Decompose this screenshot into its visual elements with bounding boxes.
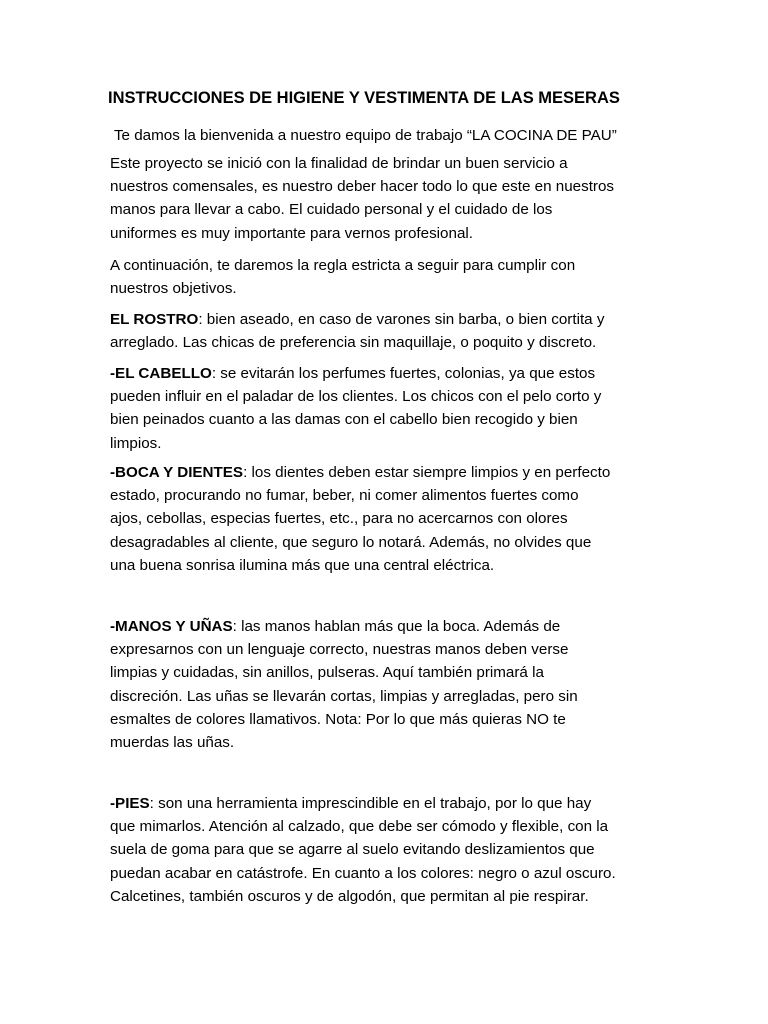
section-line: estado, procurando no fumar, beber, ni comer alimentos fuertes como (110, 487, 579, 505)
section-heading-rostro: EL ROSTRO (110, 311, 199, 328)
section-text: : bien aseado, en caso de varones sin barba, o bien cortita y (198, 311, 605, 328)
section-line: limpios. (110, 434, 162, 452)
section-rostro (110, 308, 604, 354)
document-title: INSTRUCCIONES DE HIGIENE Y VESTIMENTA DE LAS MESERAS (108, 89, 620, 107)
section-line: que mimarlos. Atención al calzado, que debe ser cómodo y flexible, con la (110, 818, 609, 836)
section-heading-boca-dientes: -BOCA Y DIENTES (110, 464, 244, 481)
intro-line: manos para llevar a cabo. El cuidado personal y el cuidado de los (110, 201, 553, 219)
section-line: arreglado. Las chicas de preferencia sin maquillaje, o poquito y discreto. (110, 334, 597, 352)
section-line: muerdas las uñas. (110, 734, 235, 752)
section-text: : las manos hablan más que la boca. Además de (232, 618, 561, 635)
section-line: ajos, cebollas, especias fuertes, etc., para no acercarnos con olores (110, 510, 568, 528)
section-first-line (110, 615, 578, 638)
rules-intro-paragraph (110, 254, 575, 300)
section-line: limpias y cuidadas, sin anillos, pulseras. Aquí también primará la (110, 664, 544, 682)
section-text: : se evitarán los perfumes fuertes, colonias, ya que estos (211, 365, 596, 382)
section-line: discreción. Las uñas se llevarán cortas, limpias y arregladas, pero sin (110, 687, 578, 705)
rules-intro-line: A continuación, te daremos la regla estricta a seguir para cumplir con (110, 257, 576, 274)
section-first-line (110, 792, 616, 815)
section-first-line (110, 461, 610, 484)
intro-line: uniformes es muy importante para vernos profesional. (110, 224, 473, 242)
section-line: desagradables al cliente, que seguro lo notará. Además, no olvides que (110, 533, 592, 551)
rules-intro-line: nuestros objetivos. (110, 280, 237, 298)
section-line: expresarnos con un lenguaje correcto, nuestras manos deben verse (110, 641, 569, 659)
section-first-line (110, 308, 604, 331)
section-line: pueden influir en el paladar de los clientes. Los chicos con el pelo corto y (110, 388, 602, 406)
section-heading-cabello: -EL CABELLO (110, 365, 212, 382)
section-line: Calcetines, también oscuros y de algodón, que permitan al pie respirar. (110, 887, 589, 905)
section-text: : son una herramienta imprescindible en el trabajo, por lo que hay (149, 795, 592, 812)
section-cabello (110, 362, 601, 455)
section-pies (110, 792, 616, 908)
section-heading-pies: -PIES (110, 795, 150, 812)
section-line: una buena sonrisa ilumina más que una central eléctrica. (110, 556, 495, 574)
section-line: bien peinados cuanto a las damas con el cabello bien recogido y bien (110, 411, 578, 429)
section-text: : los dientes deben estar siempre limpios y en perfecto (243, 464, 611, 481)
section-first-line (110, 362, 601, 385)
section-heading-manos-unas: -MANOS Y UÑAS (110, 618, 233, 635)
section-line: suela de goma para que se agarre al suelo evitando deslizamientos que (110, 841, 595, 859)
intro-line: Este proyecto se inició con la finalidad de brindar un buen servicio a (110, 155, 568, 172)
section-boca-dientes (110, 461, 610, 577)
intro-paragraph (110, 152, 614, 245)
intro-line: nuestros comensales, es nuestro deber hacer todo lo que este en nuestros (110, 178, 615, 196)
section-manos-unas (110, 615, 578, 754)
section-line: puedan acabar en catástrofe. En cuanto a los colores: negro o azul oscuro. (110, 864, 616, 882)
section-line: esmaltes de colores llamativos. Nota: Por lo que más quieras NO te (110, 710, 566, 728)
welcome-line: Te damos la bienvenida a nuestro equipo de trabajo “LA COCINA DE PAU” (110, 127, 617, 144)
welcome-paragraph (110, 124, 617, 147)
